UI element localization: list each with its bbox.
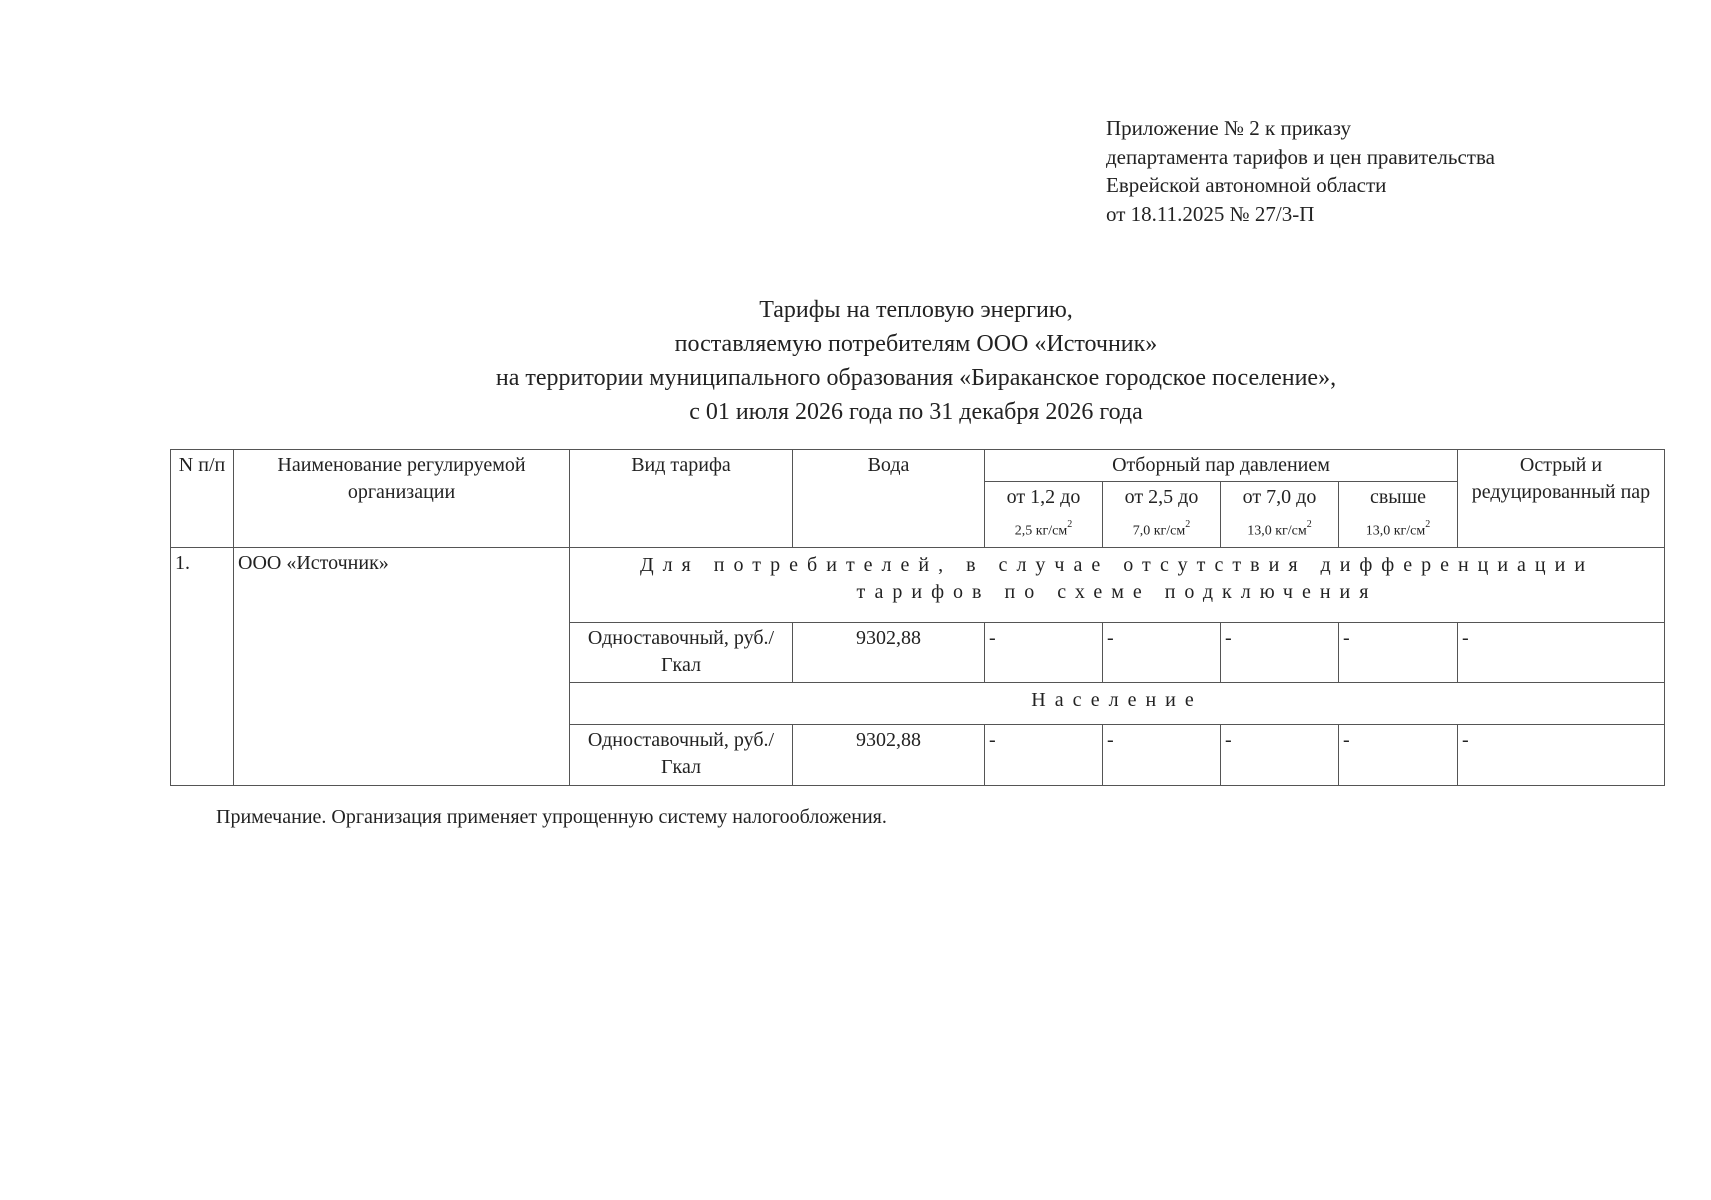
row-number: 1. [171, 547, 234, 785]
tariff-type: Одноставочный, руб./Гкал [570, 622, 793, 682]
pressure-to: 13,0 кг/см [1247, 523, 1307, 539]
title-line: на территории муниципального образования «Бираканское городское поселение», [495, 365, 1337, 391]
value-cell: - [1103, 622, 1221, 682]
section-label: Население [570, 682, 1665, 724]
title-line: Тарифы на тепловую энергию, [759, 297, 1073, 323]
header-num: N п/п [171, 450, 234, 548]
appendix-line: департамента тарифов и цен правительства [1106, 144, 1495, 169]
header-tariff-type: Вид тарифа [570, 450, 793, 548]
title-line: с 01 июля 2026 года по 31 декабря 2026 года [689, 399, 1143, 425]
water-value: 9302,88 [793, 724, 985, 785]
appendix-header [1106, 114, 1495, 228]
pressure-from: от 7,0 до [1242, 486, 1317, 508]
header-selected-steam: Отборный пар давлением [985, 450, 1458, 482]
pressure-to: 7,0 кг/см [1132, 523, 1186, 539]
value-cell: - [1458, 622, 1665, 682]
appendix-line: Еврейской автономной области [1106, 173, 1387, 197]
appendix-line: от 18.11.2025 № 27/3-П [1106, 201, 1315, 226]
pressure-from: от 2,5 до [1124, 486, 1199, 508]
water-value: 9302,88 [793, 622, 985, 682]
appendix-line: Приложение № 2 к приказу [1106, 116, 1351, 140]
header-pressure [985, 482, 1103, 548]
header-org: Наименование регулируемой организации [234, 450, 570, 548]
header-pressure [1221, 482, 1339, 548]
value-cell: - [1339, 724, 1458, 785]
pressure-sup: 2 [1067, 519, 1073, 530]
value-cell: - [1221, 724, 1339, 785]
tariff-table [170, 449, 1665, 786]
pressure-to: 13,0 кг/см [1365, 523, 1426, 539]
value-cell: - [1221, 622, 1339, 682]
header-pressure [1339, 482, 1458, 548]
header-pressure [1103, 482, 1221, 548]
header-water: Вода [793, 450, 985, 548]
section-label: Для потребителей, в случае отсутствия дифференциации тарифов по схеме подключения [570, 547, 1665, 622]
pressure-sup: 2 [1185, 519, 1191, 530]
document-title [0, 293, 1711, 429]
value-cell: - [1339, 622, 1458, 682]
pressure-sup: 2 [1425, 519, 1431, 530]
value-cell: - [1458, 724, 1665, 785]
value-cell: - [1103, 724, 1221, 785]
title-line: поставляемую потребителям ООО «Источник» [674, 331, 1158, 357]
pressure-from: от 1,2 до [1006, 486, 1081, 508]
tariff-type: Одноставочный, руб./Гкал [570, 724, 793, 785]
value-cell: - [985, 622, 1103, 682]
org-name: ООО «Источник» [234, 547, 570, 785]
value-cell: - [985, 724, 1103, 785]
pressure-to: 2,5 кг/см [1014, 523, 1068, 539]
note: Примечание. Организация применяет упрощенную систему налогообложения. [216, 806, 887, 828]
pressure-from: свыше [1369, 486, 1427, 508]
pressure-sup: 2 [1306, 519, 1312, 530]
header-sharp-steam: Острый и редуцированный пар [1458, 450, 1665, 548]
